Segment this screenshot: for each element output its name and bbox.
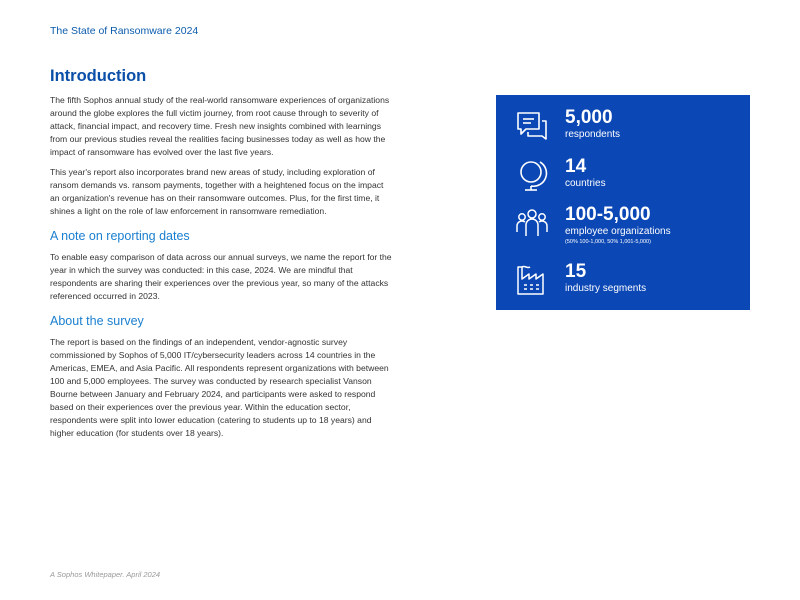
stat-value: 100-5,000: [565, 204, 651, 225]
page-title: Introduction: [50, 67, 147, 85]
about-survey-heading: About the survey: [50, 314, 144, 328]
stats-panel: [496, 95, 750, 310]
stat-value: 5,000: [565, 107, 613, 128]
stat-note: (50% 100-1,000, 50% 1,001-5,000): [565, 239, 651, 245]
reporting-dates-paragraph: To enable easy comparison of data across our annual surveys, we name the report for the year in which the survey was conducted: in this case, 2024. We are mindful that respondents are sharing their experiences over the previous year, so many of the attacks referenced occurred in 2023.: [50, 252, 392, 301]
main-column: [50, 66, 395, 447]
intro-paragraph-1: The fifth Sophos annual study of the real-world ransomware experiences of organizations around the globe explores the full victim journey, from root cause through to severity of attack, financial impact, and recovery time. Fresh new insights combined with learnings from our previous studies reveal the realities facing businesses today as well as how the impact of ransomware has evolved over the last five years.: [50, 95, 390, 157]
stat-value: 14: [565, 156, 587, 177]
page-footer: A Sophos Whitepaper. April 2024: [50, 570, 161, 579]
reporting-dates-heading: A note on reporting dates: [50, 229, 190, 243]
stat-label: employee organizations: [565, 226, 671, 237]
stat-label: industry segments: [565, 283, 647, 294]
globe-icon: [515, 158, 549, 192]
chat-bubbles-icon: [515, 109, 549, 143]
factory-icon: [515, 263, 549, 297]
stat-label: countries: [565, 178, 606, 189]
about-survey-paragraph: The report is based on the findings of an independent, vendor-agnostic survey commissioned by Sophos of 5,000 IT/cybersecurity leaders across 14 countries in the Americas, EMEA, and Asia Pacific. All respondents represent organizations with between 100 and 5,000 employees. The survey was conducted by research specialist Vanson Bourne between January and February 2024, and participants were asked to respond based on their experiences over the previous year. Within the education sector, respondents were split into lower education (catering to students up to 18 years) and higher education (for students over 18 years).: [50, 337, 389, 438]
intro-paragraph-2: This year's report also incorporates brand new areas of study, including exploration of ransom demands vs. ransom payments, together with a heightened focus on the impact an organization's revenue has on their ransomware outcomes. Plus, for the first time, it shines a light on the role of law enforcement in ransomware remediation.: [50, 167, 384, 216]
stat-value: 15: [565, 261, 587, 282]
running-header: The State of Ransomware 2024: [50, 25, 199, 37]
people-group-icon: [515, 206, 549, 240]
stat-label: respondents: [565, 129, 621, 140]
